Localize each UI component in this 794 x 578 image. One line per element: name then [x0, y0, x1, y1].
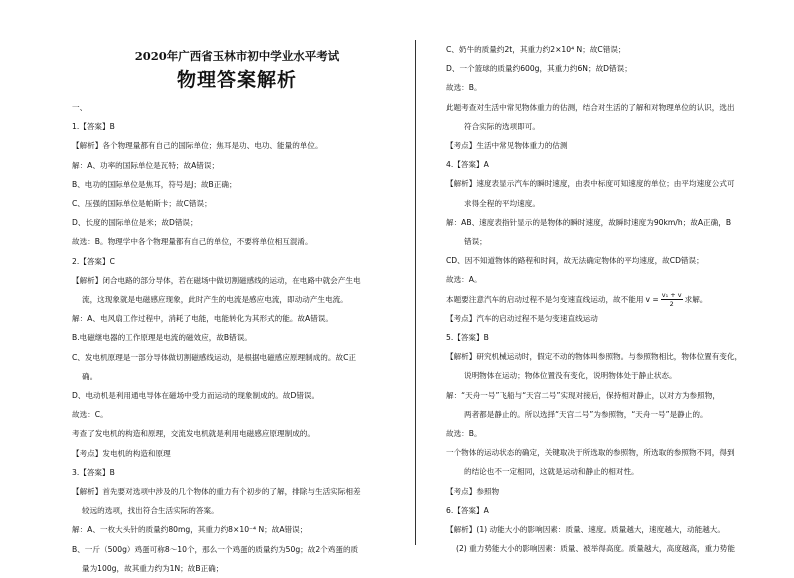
text-line-content: 【解析】速度表显示汽车的瞬时速度，由表中标度可知速度的单位；由平均速度公式可 [446, 179, 735, 189]
text-line [446, 405, 776, 424]
text-line-content: 1.【答案】B [72, 122, 115, 132]
text-line-content: D、长度的国际单位是米；故D错误； [72, 218, 198, 228]
right-text-block [446, 40, 776, 558]
text-line [72, 252, 402, 271]
fraction-numerator: v₁ + v [661, 291, 682, 300]
text-line-content: 故选：B。物理学中各个物理量都有自己的单位，不要将单位相互混淆。 [72, 237, 313, 247]
text-line-content: 【考点】发电机的构造和原理 [72, 448, 171, 458]
text-line-content: 2.【答案】C [72, 256, 115, 266]
text-line-content: 【解析】(1) 动能大小的影响因素：质量、速度。质量越大，速度越大，动能越大。 [446, 525, 725, 535]
text-line [446, 251, 776, 270]
left-column [72, 40, 402, 578]
text-line-content: 此题考查对生活中常见物体重力的估测，结合对生活的了解和对物理单位的认识，选出 [446, 102, 735, 112]
text-line [72, 482, 402, 501]
text-line [72, 520, 402, 539]
text-line [446, 155, 776, 174]
text-line-content: 6.【答案】A [446, 505, 489, 515]
text-line-content: 一个物体的运动状态的确定，关键取决于所选取的参照物，所选取的参照物不同，得到 [446, 448, 735, 458]
text-line-content: 两者都是静止的。所以选择“天宫二号”为参照物，“天舟一号”是静止的。 [464, 409, 708, 419]
text-line-content: 故选：B。 [446, 83, 482, 93]
text-line [446, 174, 776, 193]
text-line [72, 424, 402, 443]
text-line [72, 136, 402, 155]
formula-fraction [661, 291, 683, 308]
text-line-content: C、发电机原理是一部分导体做切割磁感线运动，是根据电磁感应原理制成的。故C正 [72, 352, 356, 362]
text-line-content: CD、因不知道物体的路程和时间，故无法确定物体的平均速度，故CD错误； [446, 256, 704, 266]
text-line-content: 解：“天舟一号”飞船与“天宫二号”实现对接后，保持相对静止，以对方为参照物， [446, 390, 720, 400]
text-line [72, 386, 402, 405]
text-line [72, 367, 402, 386]
text-line-content: 故选：C。 [72, 410, 108, 420]
text-line [446, 386, 776, 405]
text-line-content: 较远的选项，找出符合生活实际的答案。 [82, 506, 219, 516]
text-line-content: (2) 重力势能大小的影响因素：质量、被举得高度。质量越大，高度越高，重力势能 [456, 544, 735, 554]
text-line-content: 流，这现象就是电磁感应现象，此时产生的电流是感应电流，即动动产生电流。 [82, 295, 348, 305]
text-line [446, 424, 776, 443]
text-line [72, 194, 402, 213]
text-line [446, 462, 776, 481]
text-line [446, 501, 776, 520]
text-line [72, 405, 402, 424]
text-line [446, 482, 776, 501]
right-column [446, 40, 776, 558]
text-line-content: 【解析】各个物理量都有自己的国际单位；焦耳是功、电功、能量的单位。 [72, 141, 323, 151]
fraction-denominator: 2 [669, 300, 674, 309]
text-line [72, 213, 402, 232]
text-line [446, 232, 776, 251]
formula-suffix: 求解。 [684, 294, 708, 304]
text-line-content: B、一斤（500g）鸡蛋可称8～10个，那么一个鸡蛋的质量约为50g；故2个鸡蛋的质 [72, 544, 359, 554]
formula-prefix: v = [645, 294, 659, 304]
exam-title: 2020年广西省玉林市初中学业水平考试 [134, 49, 340, 63]
text-line [72, 156, 402, 175]
text-line [446, 270, 776, 289]
text-line [72, 328, 402, 347]
text-line [72, 501, 402, 520]
text-line-content: D、电动机是利用通电导体在磁场中受力而运动的现象制成的。故D错误。 [72, 391, 320, 401]
text-line-content: 解：A、电风扇工作过程中，消耗了电能，电能转化为其形式的能。故A错误。 [72, 314, 333, 324]
text-line-content: B、电功的国际单位是焦耳，符号是J；故B正确； [72, 179, 237, 189]
text-line-content: 量为100g，故其重力约为1N；故B正确； [82, 563, 224, 573]
text-line [72, 540, 402, 559]
text-line [72, 290, 402, 309]
text-line [446, 136, 776, 155]
text-line-content: 【考点】生活中常见物体重力的估测 [446, 141, 568, 151]
text-line-content: 【解析】研究机械运动时，假定不动的物体叫参照物。与参照物相比，物体位置有变化， [446, 352, 743, 362]
text-line-content: 【解析】首先要对选项中涉及的几个物体的重力有个初步的了解，排除与生活实际相差 [72, 487, 361, 497]
text-line [72, 117, 402, 136]
text-line [446, 290, 776, 309]
text-line-content: 5.【答案】B [446, 333, 489, 343]
text-line [446, 347, 776, 366]
text-line-content: 考查了发电机的构造和原理，交流发电机就是利用电磁感应原理制成的。 [72, 429, 315, 439]
text-line-content: 一、 [72, 103, 88, 112]
text-line-content: 故选：A。 [446, 275, 482, 285]
text-line [446, 98, 776, 117]
text-line-content: 说明物体在运动；物体位置没有变化，说明物体处于静止状态。 [464, 371, 677, 381]
text-line [72, 559, 402, 578]
text-line [72, 271, 402, 290]
text-line [72, 444, 402, 463]
text-line-content: C、奶牛的质量约2t，其重力约2×10⁴ N；故C错误； [446, 45, 626, 54]
text-line [446, 194, 776, 213]
text-line [72, 98, 402, 117]
text-line [72, 175, 402, 194]
text-line-content: 求得全程的平均速度。 [464, 198, 540, 208]
text-line-content: 解：A、一枚大头针的质量约80mg，其重力约8×10⁻⁴ N；故A错误； [72, 525, 308, 535]
text-line-content: B.电磁继电器的工作原理是电流的磁效应，故B错误。 [72, 333, 252, 343]
text-line-content: 本题要注意汽车的启动过程不是匀变速直线运动，故不能用 [446, 294, 644, 304]
text-line-content: 解：AB、速度表指针显示的是物体的瞬时速度，故瞬时速度为90km/h；故A正确，B [446, 217, 732, 227]
text-line-content: D、一个篮球的质量约600g，其重力约6N；故D错误； [446, 64, 632, 74]
text-line [446, 59, 776, 78]
left-text-block [72, 98, 402, 578]
text-line [72, 463, 402, 482]
text-line-content: 【解析】闭合电路的部分导体，若在磁场中做切割磁感线的运动，在电路中就会产生电 [72, 275, 361, 285]
text-line [446, 443, 776, 462]
text-line-content: 【考点】汽车的启动过程不是匀变速直线运动 [446, 313, 598, 323]
text-line [72, 232, 402, 251]
text-line-content: 【考点】参照物 [446, 486, 500, 496]
text-line [446, 78, 776, 97]
text-line [446, 539, 776, 558]
text-line [72, 348, 402, 367]
text-line-content: 解：A、功率的国际单位是瓦特；故A错误； [72, 160, 220, 170]
text-line-content: 确。 [82, 371, 98, 381]
text-line [446, 309, 776, 328]
column-divider [415, 40, 416, 545]
text-line-content: 的结论也不一定相同，这就是运动和静止的相对性。 [464, 467, 639, 477]
text-line [446, 520, 776, 539]
text-line [72, 309, 402, 328]
text-line-content: 错误； [464, 237, 487, 247]
document-title: 物理答案解析 [176, 69, 297, 91]
text-line [446, 213, 776, 232]
text-line-content: 符合实际的选项即可。 [464, 121, 540, 131]
text-line-content: 4.【答案】A [446, 160, 489, 170]
text-line [446, 328, 776, 347]
text-line-content: 3.【答案】B [72, 467, 115, 477]
text-line-content: 故选：B。 [446, 429, 482, 439]
text-line-content: C、压强的国际单位是帕斯卡；故C错误； [72, 199, 212, 209]
text-line [446, 40, 776, 59]
text-line [446, 117, 776, 136]
text-line [446, 366, 776, 385]
